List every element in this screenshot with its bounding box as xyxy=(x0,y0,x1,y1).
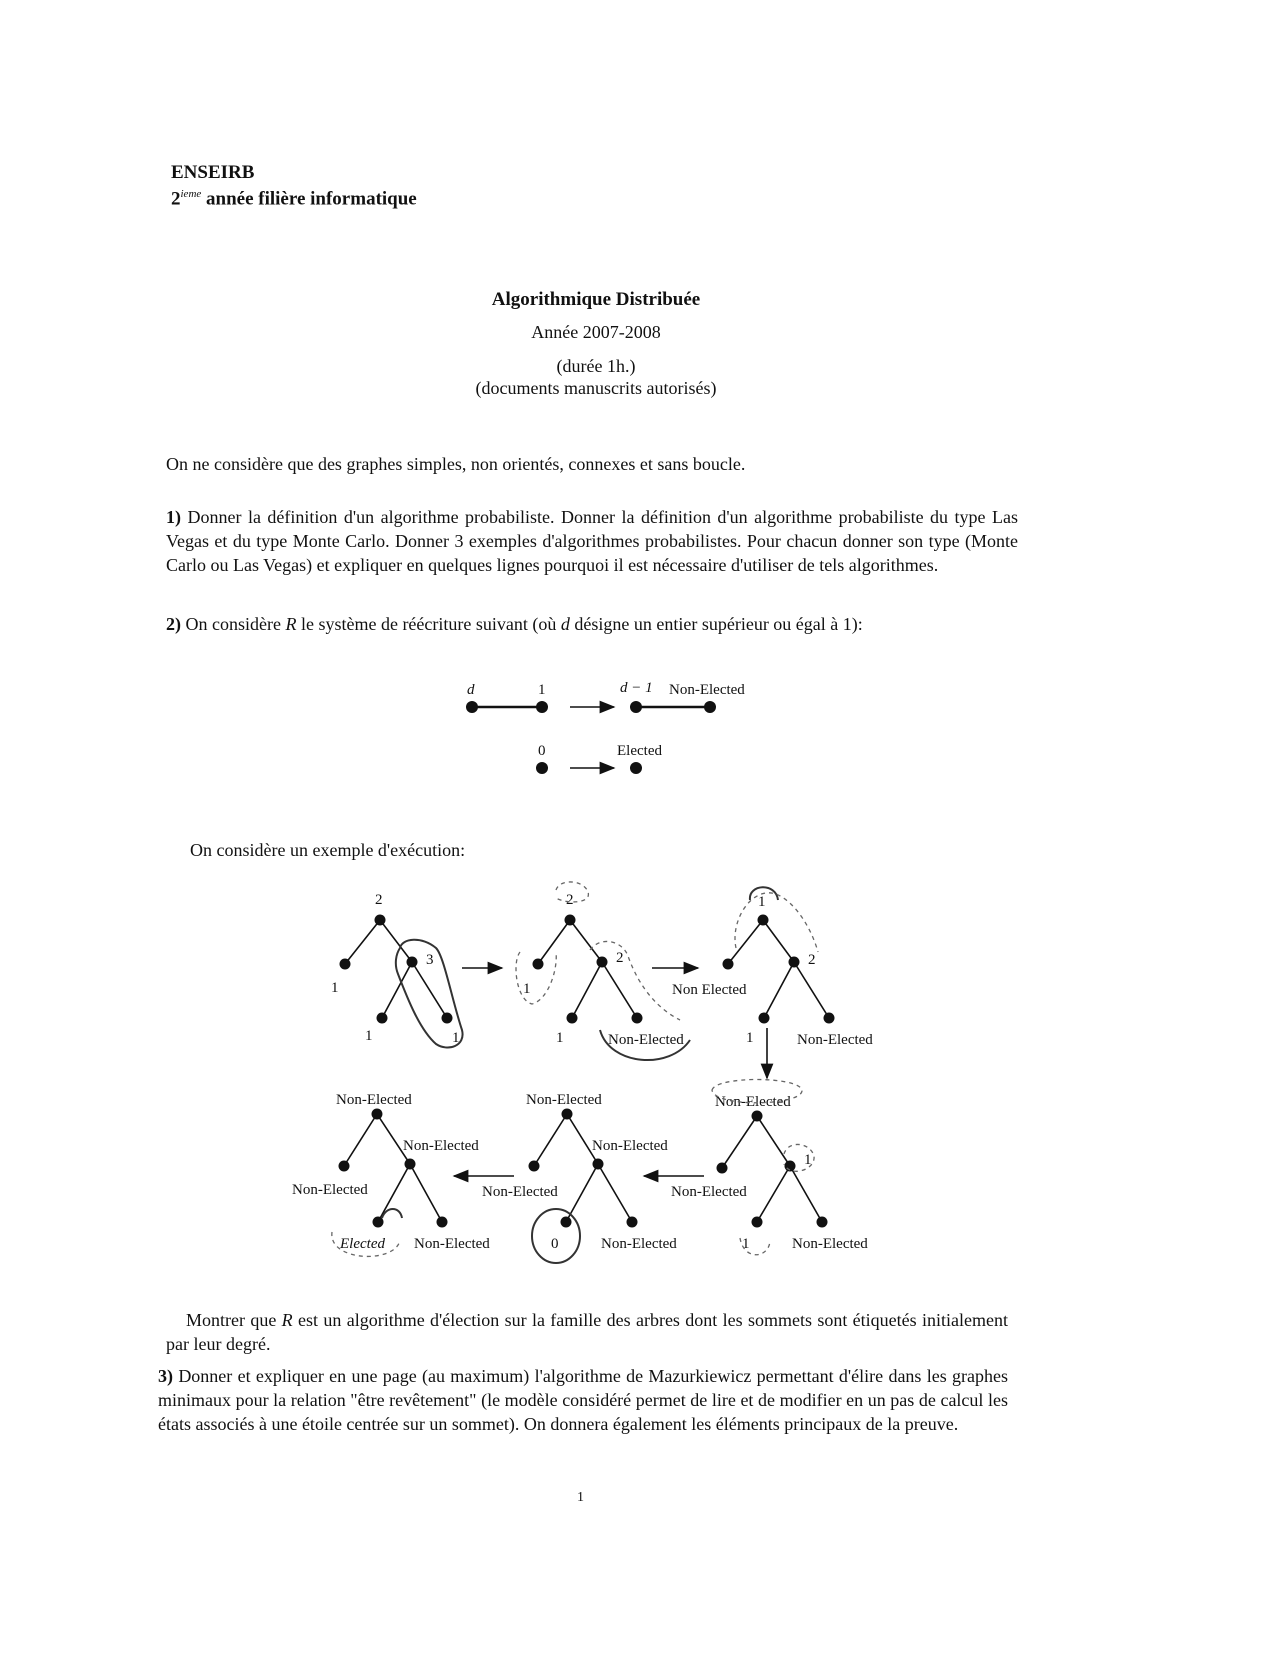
question-2-text-a: On considère xyxy=(185,614,286,634)
question-1-number: 1) xyxy=(166,507,181,527)
tree5-mid-label: Non-Elected xyxy=(592,1138,668,1154)
tree6-root-label: Non-Elected xyxy=(336,1092,412,1108)
election-statement xyxy=(166,1308,1008,1356)
tree4-left-label: Non-Elected xyxy=(671,1184,747,1200)
tree5-left-label: Non-Elected xyxy=(482,1184,558,1200)
rule2-label-0: 0 xyxy=(538,743,546,759)
tree6-rr-label: Non-Elected xyxy=(414,1236,490,1252)
year-superscript: ieme xyxy=(180,188,202,200)
intro-text: On ne considère que des graphes simples, non orientés, connexes et sans boucle. xyxy=(166,454,746,474)
tree2-left-label: 1 xyxy=(523,981,531,997)
tree4-ll-label: 1 xyxy=(742,1236,750,1252)
tree6-ll-label: Elected xyxy=(340,1236,385,1252)
documents-allowed: (documents manuscrits autorisés) xyxy=(475,378,717,398)
rule1-label-1: 1 xyxy=(538,682,546,698)
tree-6 xyxy=(292,1092,490,1256)
question-3 xyxy=(158,1364,1008,1436)
exam-duration: (durée 1h.) xyxy=(556,356,636,376)
rule2-label-elected: Elected xyxy=(617,743,662,759)
course-title: Algorithmique Distribuée xyxy=(491,289,701,310)
question-1-text: Donner la définition d'un algorithme probabiliste. Donner la définition d'un algorithme probabiliste du type Las Vegas et du type Monte Carlo. Donner 3 exemples d'algorithmes probabilistes. Pour chacun donner son type (Monte Carlo ou Las Vegas) et expliquer en quelques lignes pourquoi il est nécessaire d'utiliser de tels algorithmes. xyxy=(166,507,1018,575)
example-intro: On considère un exemple d'exécution: xyxy=(190,840,466,860)
year-rest: année filière informatique xyxy=(201,188,417,210)
school-name: ENSEIRB xyxy=(171,162,255,183)
symbol-R: R xyxy=(285,614,297,634)
tree2-root-label: 2 xyxy=(566,892,574,908)
tree1-ll-label: 1 xyxy=(365,1028,373,1044)
question-2-text-c: désigne un entier supérieur ou égal à 1): xyxy=(569,614,863,634)
tree5-root-label: Non-Elected xyxy=(526,1092,602,1108)
show-text-b: est un algorithme d'élection sur la famille des arbres dont les sommets sont étiquetés initialement par leur degré. xyxy=(166,1310,1008,1354)
tree-5 xyxy=(482,1092,677,1263)
tree6-left-label: Non-Elected xyxy=(292,1182,368,1198)
question-3-text: Donner et expliquer en une page (au maximum) l'algorithme de Mazurkiewicz permettant d'élire dans les graphes minimaux pour la relation "être revêtement" (le modèle considéré permet de lire et de modifier en un pas de calcul les états associés à une étoile centrée sur un sommet). On donnera également les éléments principaux de la preuve. xyxy=(158,1366,1009,1434)
tree6-mid-label: Non-Elected xyxy=(403,1138,479,1154)
tree2-rr-label: Non-Elected xyxy=(608,1032,684,1048)
year-number: 2 xyxy=(171,188,181,210)
tree3-mid-label: 2 xyxy=(808,952,816,968)
show-text-a: Montrer que xyxy=(186,1310,282,1330)
rule1-label-non-elected: Non-Elected xyxy=(669,682,745,698)
show-symbol-R: R xyxy=(281,1310,293,1330)
tree3-rr-label: Non-Elected xyxy=(797,1032,873,1048)
question-2-number: 2) xyxy=(166,614,181,634)
tree-1 xyxy=(331,892,463,1048)
tree2-ll-label: 1 xyxy=(556,1030,564,1046)
tree1-mid-label: 3 xyxy=(426,952,434,968)
tree-4 xyxy=(671,1080,868,1255)
page-number: 1 xyxy=(577,1490,584,1505)
tree5-rr-label: Non-Elected xyxy=(601,1236,677,1252)
rule1-label-d-minus-1: d − 1 xyxy=(620,680,653,696)
tree2-mid-label: 2 xyxy=(616,950,624,966)
rule1-label-d: d xyxy=(467,682,475,698)
question-3-number: 3) xyxy=(158,1366,173,1386)
symbol-d: d xyxy=(560,614,570,634)
tree3-root-label: 1 xyxy=(758,894,766,910)
tree-3 xyxy=(672,887,873,1048)
tree1-rr-label: 1 xyxy=(452,1030,460,1046)
tree5-ll-label: 0 xyxy=(551,1236,559,1252)
question-2-text-b: le système de réécriture suivant (où xyxy=(296,614,561,634)
tree4-mid-label: 1 xyxy=(804,1152,812,1168)
tree-2 xyxy=(516,882,690,1060)
tree1-left-label: 1 xyxy=(331,980,339,996)
tree3-ll-label: 1 xyxy=(746,1030,754,1046)
academic-year: Année 2007-2008 xyxy=(531,322,661,342)
tree1-root-label: 2 xyxy=(375,892,383,908)
tree3-left-label: Non Elected xyxy=(672,982,747,998)
tree4-rr-label: Non-Elected xyxy=(792,1236,868,1252)
tree4-root-label: Non-Elected xyxy=(715,1094,791,1110)
